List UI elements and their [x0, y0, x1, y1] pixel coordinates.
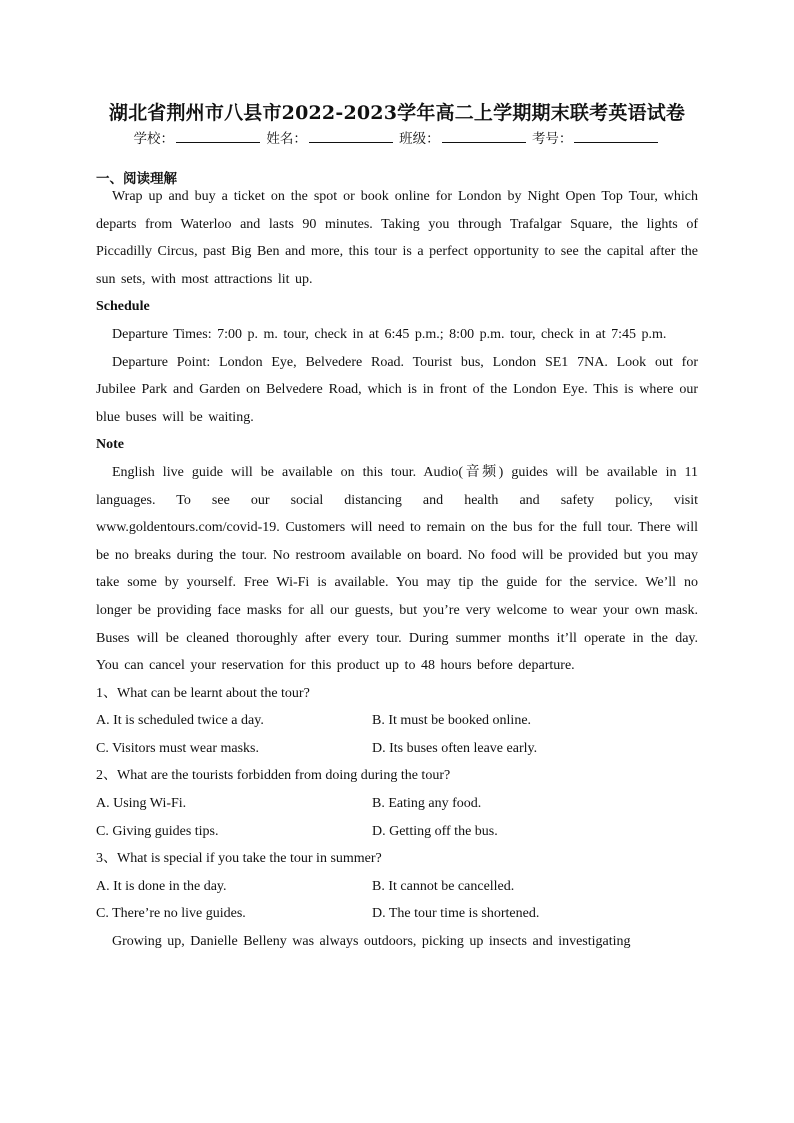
- question-2-options-row-1: [96, 790, 698, 818]
- question-2-option-c[interactable]: C. Giving guides tips.: [96, 823, 219, 839]
- name-label: 姓名：: [266, 131, 307, 147]
- question-2-stem: 2、What are the tourists forbidden from doing during the tour?: [96, 768, 451, 784]
- reading-passage: [96, 183, 698, 956]
- passage-paragraph-2: Departure Times: 7:00 p. m. tour, check in at 6:45 p.m.; 8:00 p.m. tour, check in at 7:45 p.m.: [112, 326, 667, 342]
- question-1-option-a[interactable]: A. It is scheduled twice a day.: [96, 713, 264, 729]
- question-3-option-b[interactable]: B. It cannot be cancelled.: [372, 878, 515, 894]
- student-info-row: [0, 127, 794, 147]
- question-3-option-c[interactable]: C. There’re no live guides.: [96, 906, 246, 922]
- question-1-option-d[interactable]: D. Its buses often leave early.: [372, 740, 538, 756]
- question-2-option-b[interactable]: B. Eating any food.: [372, 796, 482, 812]
- question-1-options-row-2: [96, 735, 698, 763]
- exam-title: 湖北省荆州市八县市2022-2023学年高二上学期期末联考英语试卷: [108, 102, 686, 124]
- school-blank[interactable]: [176, 128, 260, 143]
- question-3-options-row-2: [96, 900, 698, 928]
- question-2-option-a[interactable]: A. Using Wi-Fi.: [96, 796, 187, 812]
- class-blank[interactable]: [442, 128, 526, 143]
- question-1-options-row-1: [96, 707, 698, 735]
- passage-paragraph-1: Wrap up and buy a ticket on the spot or book online for London by Night Open Top Tour, which departs from Waterloo and lasts 90 minutes. Taking you through Trafalgar Square, the lights of Piccadilly Circus, past Big Ben and more, this tour is a perfect opportunity to see the capital after the sun sets, with most attractions lit up.: [96, 189, 698, 287]
- question-3-option-d[interactable]: D. The tour time is shortened.: [372, 906, 540, 922]
- passage-paragraph-3: Departure Point: London Eye, Belvedere Road. Tourist bus, London SE1 7NA. Look out for Jubilee Park and Garden on Belvedere Road, which is in front of the London Eye. This is where our blue buses will be waiting.: [96, 354, 698, 425]
- section-heading-reading: 一、阅读理解: [96, 171, 177, 187]
- school-label: 学校：: [133, 131, 175, 147]
- question-3-option-a[interactable]: A. It is done in the day.: [96, 878, 227, 894]
- question-3-stem: 3、What is special if you take the tour in summer?: [96, 851, 382, 867]
- schedule-heading: Schedule: [96, 299, 150, 315]
- question-2-option-d[interactable]: D. Getting off the bus.: [372, 823, 498, 839]
- next-passage-first-line: Growing up, Danielle Belleny was always outdoors, picking up insects and investigating: [112, 934, 631, 950]
- passage-paragraph-4: English live guide will be available on this tour. Audio(音频) guides will be available in 11 languages. To see our social distancing and health and safety policy, visit www.goldentours.com/covid-19. Customers will need to remain on the bus for the full tour. There will be no breaks during the tour. No restroom available on board. No food will be provided but you may take some by yourself. Free Wi-Fi is available. You may tip the guide for the service. We’ll no longer be providing face masks for all our guests, but you’re very welcome to wear your own mask. Buses will be cleaned thoroughly after every tour. During summer months it’ll operate in the day. You can cancel your reservation for this product up to 48 hours before departure.: [96, 464, 698, 674]
- note-heading: Note: [96, 437, 124, 453]
- number-label: 考号：: [531, 131, 573, 147]
- question-1-option-b[interactable]: B. It must be booked online.: [372, 713, 532, 729]
- question-1-option-c[interactable]: C. Visitors must wear masks.: [96, 740, 260, 756]
- question-3-options-row-1: [96, 873, 698, 901]
- name-blank[interactable]: [309, 128, 393, 143]
- class-label: 班级：: [399, 131, 440, 147]
- question-2-options-row-2: [96, 818, 698, 846]
- question-1-stem: 1、What can be learnt about the tour?: [96, 685, 310, 701]
- number-blank[interactable]: [574, 128, 658, 143]
